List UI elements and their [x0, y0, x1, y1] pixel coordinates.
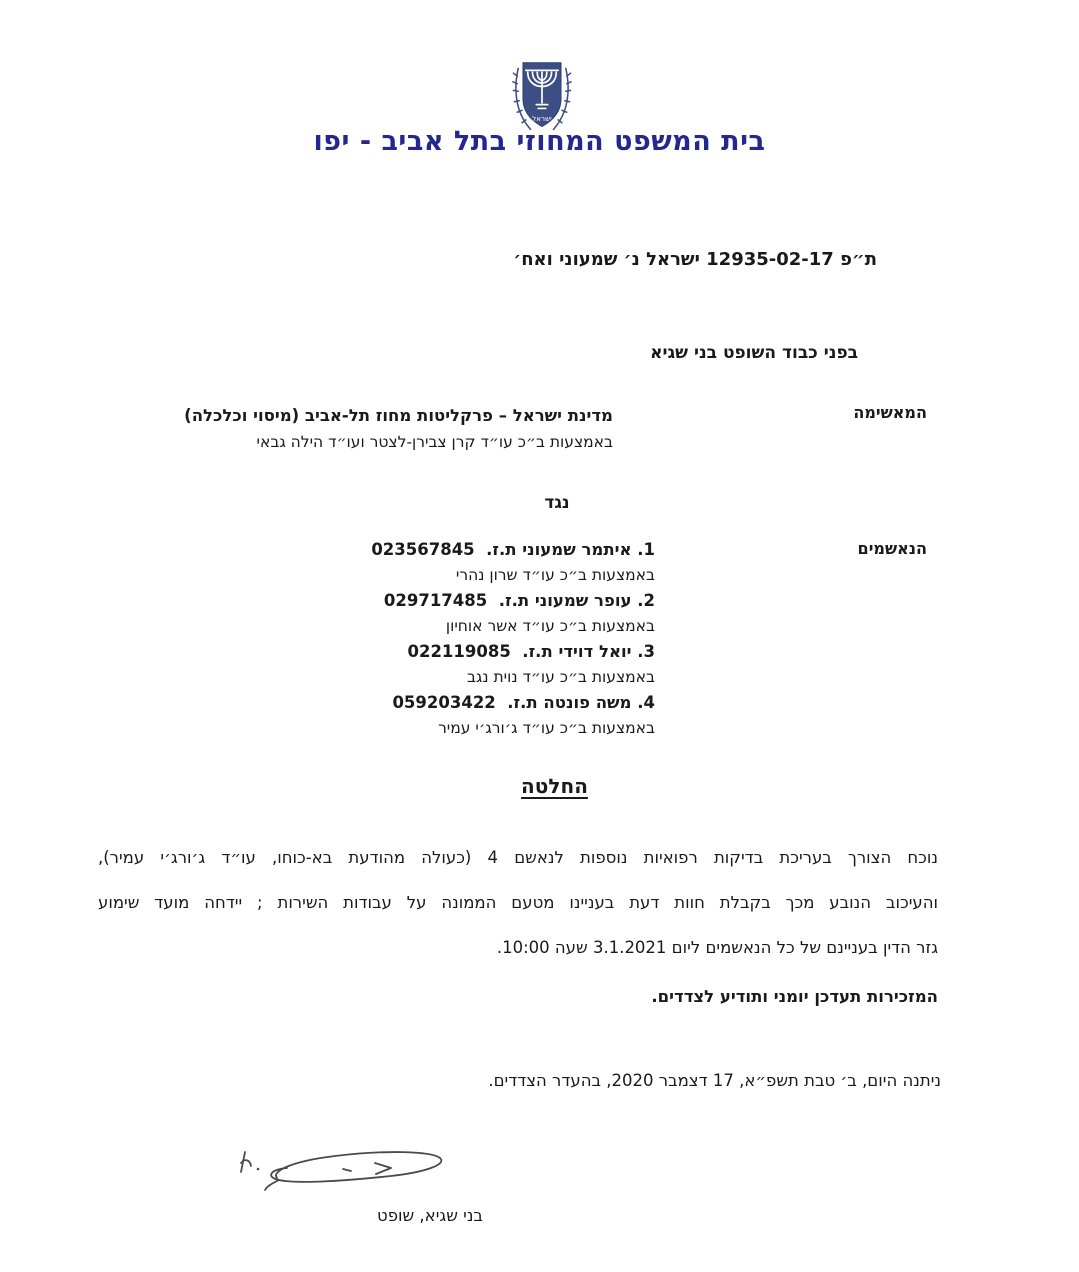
defendant-counsel: באמצעות ב״כ עו״ד שרון נהרי — [455, 565, 655, 584]
decision-title: החלטה — [521, 774, 588, 798]
secretariat-directive: המזכירות תעדכן יומני ותודיע לצדדים. — [651, 987, 938, 1006]
decision-paragraph-line: נוכח הצורך בעריכת בדיקות רפואיות נוספות לנאשם 4 (כעולה מהודעת בא-כוחו, עו״ד ג׳ורג׳י עמיר), — [98, 848, 938, 867]
decision-paragraph-line: והעיכוב הנובע מכך בקבלת חוות דעת בעניינו מטעם הממונה על עבודות השירות ; יידחה מועד שימוע — [98, 893, 938, 912]
defendant-counsel: באמצעות ב״כ עו״ד נוית נגב — [466, 667, 655, 686]
decision-paragraph-line: גזר הדין בעניינם של כל הנאשמים ליום 3.1.2021 שעה 10:00. — [496, 938, 938, 957]
defendant-name: 4. משה פונטה ת.ז. 059203422 — [392, 693, 655, 712]
israel-state-emblem-icon — [511, 57, 573, 137]
before-judge-line: בפני כבוד השופט בני שגיא — [650, 343, 858, 363]
judge-signature-scribble — [225, 1128, 470, 1200]
given-date-line: ניתנה היום, ב׳ טבת תשפ״א, 17 דצמבר 2020, בהעדר הצדדים. — [488, 1071, 941, 1090]
defendants-block — [371, 537, 655, 741]
prosecution-label: המאשימה — [853, 403, 927, 422]
prosecution-name: מדינת ישראל – פרקליטות מחוז תל-אביב (מיסוי וכלכלה) — [184, 406, 613, 425]
case-number-line: ת״פ 12935-02-17 ישראל נ׳ שמעוני ואח׳ — [513, 249, 877, 270]
prosecution-block — [184, 402, 613, 456]
prosecution-counsel: באמצעות ב״כ עו״ד קרן צבירן-לצטר ועו״ד הילה גבאי — [256, 433, 613, 451]
defendant-name: 2. עופר שמעוני ת.ז. 029717485 — [383, 591, 655, 610]
defendant-name: 1. איתמר שמעוני ת.ז. 023567845 — [371, 540, 655, 559]
judge-name-and-title: בני שגיא, שופט — [377, 1206, 483, 1225]
defendants-label: הנאשמים — [857, 539, 927, 558]
defendant-counsel: באמצעות ב״כ עו״ד ג׳ורג׳י עמיר — [438, 718, 655, 737]
emblem-caption: ישראל — [532, 113, 552, 123]
defendant-counsel: באמצעות ב״כ עו״ד אשר אוחיון — [445, 616, 655, 635]
court-name-title: בית המשפט המחוזי בתל אביב - יפו — [313, 126, 766, 157]
defendant-name: 3. יואל דוידי ת.ז. 022119085 — [407, 642, 655, 661]
versus-label: נגד — [544, 493, 570, 513]
